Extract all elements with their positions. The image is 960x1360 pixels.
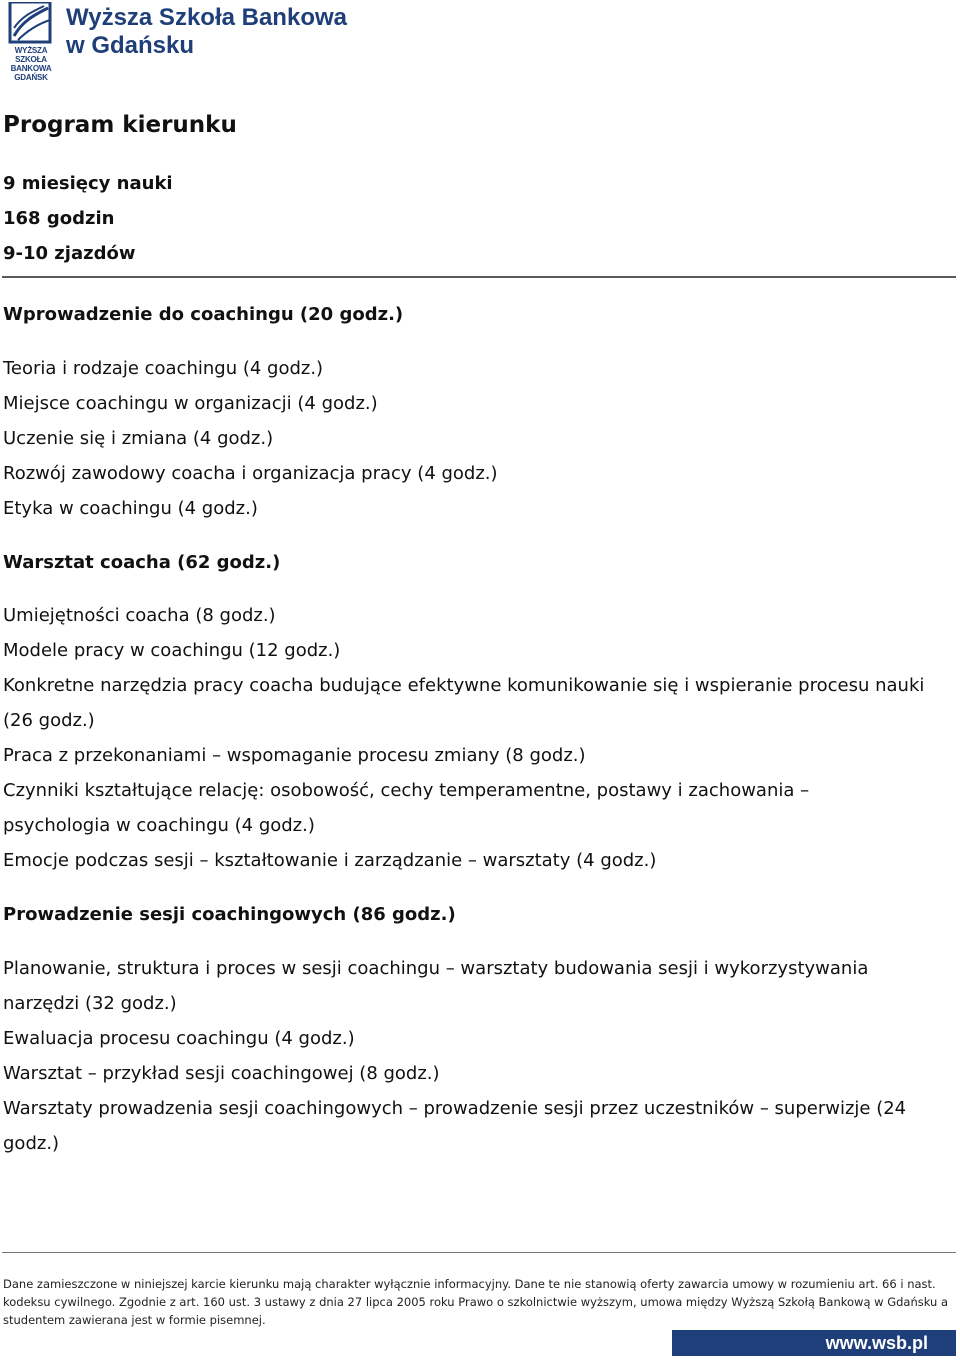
list-item: Praca z przekonaniami – wspomaganie procesu zmiany (8 godz.) (3, 745, 586, 766)
logo-mark-text (2, 46, 60, 82)
university-name (66, 4, 347, 60)
list-item: Teoria i rodzaje coachingu (4 godz.) (3, 358, 324, 379)
total-hours: 168 godzin (3, 208, 115, 229)
university-name-line-2: w Gdańsku (66, 32, 195, 59)
meetings-count: 9-10 zjazdów (3, 243, 136, 264)
divider (2, 276, 956, 278)
website-link[interactable]: www.wsb.pl (672, 1330, 956, 1356)
section-title-intro: Wprowadzenie do coachingu (20 godz.) (3, 304, 404, 325)
logo-mark-line-2: BANKOWA (10, 64, 52, 73)
list-item: Modele pracy w coachingu (12 godz.) (3, 640, 341, 661)
footer-divider (2, 1252, 956, 1253)
section-title-workshop: Warsztat coacha (62 godz.) (3, 552, 281, 573)
list-item: Czynniki kształtujące relację: osobowość, cechy temperamentne, postawy i zachowania – psychologia w coachingu (4 godz.) (3, 780, 810, 836)
list-item: Rozwój zawodowy coacha i organizacja pracy (4 godz.) (3, 463, 498, 484)
list-item: Konkretne narzędzia pracy coacha budujące efektywne komunikowanie się i wspieranie procesu nauki (26 godz.) (3, 675, 925, 731)
list-item: Warsztat – przykład sesji coachingowej (8 godz.) (3, 1063, 440, 1084)
logo-mark-line-1: WYŻSZA SZKOŁA (14, 46, 48, 64)
list-item: Warsztaty prowadzenia sesji coachingowych – prowadzenie sesji przez uczestników – superwizje (24 godz.) (3, 1098, 907, 1154)
page-title: Program kierunku (3, 112, 237, 138)
list-item: Miejsce coachingu w organizacji (4 godz.) (3, 393, 378, 414)
footer-disclaimer: Dane zamieszczone w niniejszej karcie kierunku mają charakter wyłącznie informacyjny. Dane te nie stanowią oferty zawarcia umowy w rozumieniu art. 66 i nast. kodeksu cywilnego. Zgodnie z art. 160 ust. 3 ustawy z dnia 27 lipca 2005 roku Prawo o szkolnictwie wyższym, umowa między Wyższą Szkołą Bankową w Gdańsku a studentem zawierana jest w formie pisemnej. (3, 1277, 949, 1327)
list-item: Umiejętności coacha (8 godz.) (3, 605, 276, 626)
university-logo (2, 2, 58, 82)
list-item: Ewaluacja procesu coachingu (4 godz.) (3, 1028, 355, 1049)
list-item: Etyka w coachingu (4 godz.) (3, 498, 258, 519)
logo-mark-line-3: GDAŃSK (14, 73, 48, 82)
list-item: Planowanie, struktura i proces w sesji coachingu – warsztaty budowania sesji i wykorzystywania narzędzi (32 godz.) (3, 958, 869, 1014)
university-name-line-1: Wyższa Szkoła Bankowa (66, 4, 347, 31)
wave-emblem-icon (4, 2, 56, 46)
duration-months: 9 miesięcy nauki (3, 173, 173, 194)
list-item: Uczenie się i zmiana (4 godz.) (3, 428, 274, 449)
list-item: Emocje podczas sesji – kształtowanie i zarządzanie – warsztaty (4 godz.) (3, 850, 657, 871)
section-title-sessions: Prowadzenie sesji coachingowych (86 godz.) (3, 904, 456, 925)
header (2, 2, 422, 82)
